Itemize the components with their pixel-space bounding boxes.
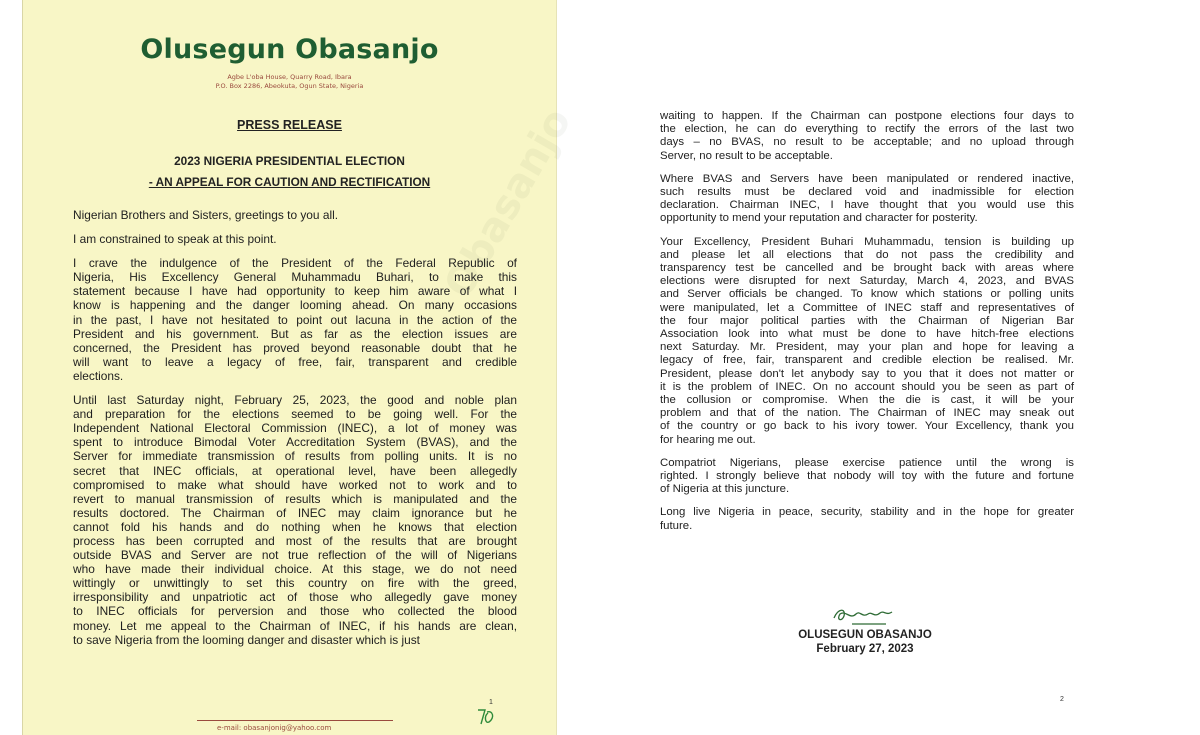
page-number-1: 1 <box>489 699 493 706</box>
text-line: I crave the indulgence of the President of the Federal Republic of <box>73 256 517 271</box>
text-line: Until last Saturday night, February 25, 2023, the good and noble plan <box>73 393 517 408</box>
text-line: revert to manual transmission of results which is manipulated and the <box>73 491 517 506</box>
text-line: Server, no result to be acceptable. <box>660 149 833 162</box>
text-line: of Nigeria at this juncture. <box>660 483 790 496</box>
text-line: legacy of free, fair, transparent and credible election be realised. Mr. <box>660 354 1074 367</box>
text-line: problem and that of the nation. The Chairman of INEC may sneak out <box>660 407 1074 420</box>
text-line: I am constrained to speak at this point. <box>73 232 277 247</box>
text-line: righted. I strongly believe that nobody will toy with the future and fortune <box>660 470 1074 483</box>
text-line: for hearing me out. <box>660 433 756 446</box>
page-2-body <box>660 110 1074 543</box>
text-line: and Server officials be changed. To know which stations or polling units <box>660 288 1074 301</box>
text-line: in the past, I have not hesitated to point out lacuna in the action of the <box>73 312 517 327</box>
text-line: future. <box>660 519 693 532</box>
address-line-1: Agbe L'oba House, Quarry Road, Ibara <box>227 73 352 81</box>
paragraph <box>660 110 1074 163</box>
text-line: it is the problem of INEC. On no account should you be seen as part of <box>660 380 1074 393</box>
text-line: to INEC officials for perversion and those who collected the blood <box>73 604 517 619</box>
text-line: waiting to happen. If the Chairman can postpone elections four days to <box>660 110 1074 122</box>
text-line: days – no BVAS, no result to be acceptable; and no upload through <box>660 136 1074 149</box>
page-number-2: 2 <box>1060 696 1064 703</box>
text-line: will want to leave a legacy of free, fair, transparent and credible <box>73 354 517 369</box>
text-line: who have made their individual choice. At this stage, we do not need <box>73 562 517 577</box>
press-release-heading: PRESS RELEASE <box>237 118 342 132</box>
text-line: spent to introduce Bimodal Voter Accreditation System (BVAS), and the <box>73 435 517 450</box>
text-line: the four major political parties with the Chairman of Nigerian Bar <box>660 314 1074 327</box>
text-line: next Saturday. Mr. President, may your plan and hope for leaving a <box>660 341 1074 354</box>
appeal-title: - AN APPEAL FOR CAUTION AND RECTIFICATION <box>148 175 431 189</box>
text-line: Nigerian Brothers and Sisters, greetings to you all. <box>73 208 339 222</box>
text-line: opportunity to mend your reputation and character for posterity. <box>660 212 978 225</box>
signature-date: February 27, 2023 <box>816 643 914 655</box>
text-line: irresponsibility and unpatriotic act of those who allegedly gave money <box>73 590 517 605</box>
text-line: to save Nigeria from the looming danger and disaster which is just <box>73 632 420 647</box>
paragraph <box>660 236 1074 447</box>
text-line: transparency test be cancelled and be brought back with areas where <box>660 262 1074 275</box>
paragraph <box>73 393 517 647</box>
letterhead-name: Olusegun Obasanjo <box>140 34 439 65</box>
text-line: President, please don't let anybody say to you that it does not matter or <box>660 367 1074 380</box>
text-line: President and his government. But as far as the election issues are <box>73 326 517 341</box>
election-title: 2023 NIGERIA PRESIDENTIAL ELECTION <box>174 154 405 168</box>
text-line: Long live Nigeria in peace, security, stability and in the hope for greater <box>660 506 1074 519</box>
footer-email: e-mail: obasanjonig@yahoo.com <box>217 724 332 732</box>
address-line-2: P.O. Box 2286, Abeokuta, Ogun State, Nigeria <box>215 82 364 90</box>
paragraph <box>660 457 1074 497</box>
letter-page-2 <box>614 0 1120 735</box>
signatory-name: OLUSEGUN OBASANJO <box>798 629 932 641</box>
footer-rule <box>197 720 393 721</box>
paragraph <box>660 173 1074 226</box>
text-line: wittingly or unwittingly to set this country on fire with the greed, <box>73 576 517 591</box>
paragraph <box>73 208 517 222</box>
text-line: compromised to make what should have worked not to work and to <box>73 477 517 492</box>
page-1-body <box>73 208 517 657</box>
text-line: and please let all elections that do not pass the credibility and <box>660 248 1074 261</box>
letter-page-1 <box>22 0 581 735</box>
text-line: Your Excellency, President Buhari Muhammadu, tension is building up <box>660 235 1074 248</box>
text-line: were manipulated, let a Committee of INEC staff and representatives of <box>660 301 1074 314</box>
paragraph <box>73 256 517 383</box>
text-line: Nigeria, His Excellency General Muhammadu Buhari, to make this <box>73 270 517 285</box>
text-line: Server for immediate transmission of results from polling units. It is no <box>73 449 517 464</box>
text-line: Association look into what must be done to have hitch-free elections <box>660 328 1074 341</box>
text-line: Independent National Electoral Commission (INEC), a lot of money was <box>73 421 517 436</box>
paragraph <box>660 506 1074 532</box>
text-line: of the country or go back to his ivory tower. Your Excellency, thank you <box>660 420 1074 433</box>
text-line: concerned, the President has proved beyond reasonable doubt that he <box>73 340 517 355</box>
text-line: statement because I have had opportunity to keep him aware of what I <box>73 284 517 299</box>
text-line: elections were disrupted for next Saturday, March 4, 2023, and BVAS <box>660 275 1074 288</box>
text-line: declaration. Chairman INEC, I have thought that you would use this <box>660 199 1074 212</box>
text-line: such results must be declared void and inadmissible for election <box>660 186 1074 199</box>
text-line: results doctored. The Chairman of INEC may claim ignorance but he <box>73 505 517 520</box>
text-line: outside BVAS and Server are not true reflection of the will of Nigerians <box>73 548 517 563</box>
text-line: Where BVAS and Servers have been manipulated or rendered inactive, <box>660 172 1074 185</box>
signature <box>828 602 898 630</box>
text-line: money. Let me appeal to the Chairman of INEC, if his hands are clean, <box>73 618 517 633</box>
text-line: cannot fold his hands and do nothing when he knows that election <box>73 519 517 534</box>
paragraph <box>73 232 517 246</box>
text-line: secret that INEC officials, at operational level, have been allegedly <box>73 463 517 478</box>
text-line: elections. <box>73 368 124 383</box>
watermark: Obasanjo <box>435 100 581 306</box>
text-line: the collusion or compromise. When the die is cast, it will be your <box>660 394 1074 407</box>
text-line: process has been corrupted and most of the results that are brought <box>73 533 517 548</box>
text-line: the election, he can do everything to rectify the errors of the last two <box>660 123 1074 136</box>
text-line: know is happening and the danger looming ahead. On many occasions <box>73 298 517 313</box>
text-line: Compatriot Nigerians, please exercise patience until the wrong is <box>660 456 1074 469</box>
text-line: and preparation for the elections seemed to be going well. For the <box>73 407 517 422</box>
initials-mark <box>475 706 497 728</box>
